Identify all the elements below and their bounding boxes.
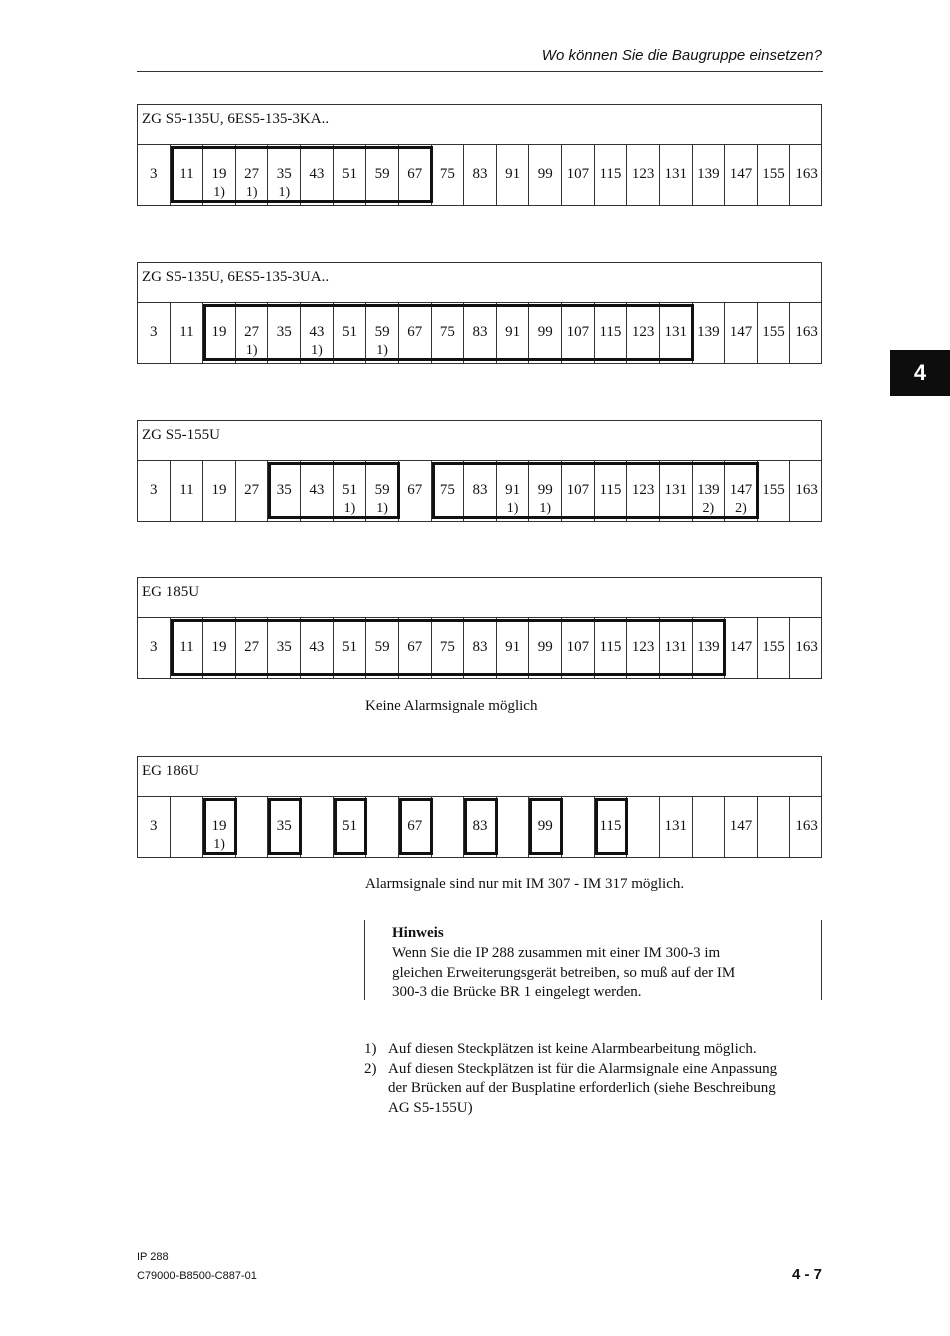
slot-number: 163 xyxy=(795,166,818,182)
slot-number: 147 xyxy=(729,166,753,182)
slot-number: 83 xyxy=(472,818,488,834)
slot-footnote-mark: 2) xyxy=(735,501,747,516)
hint-box xyxy=(364,920,822,1000)
slot-cell xyxy=(693,145,726,205)
slot-number: 99 xyxy=(537,482,553,498)
slot-number: 91 xyxy=(505,482,521,498)
slot-number: 51 xyxy=(342,324,357,340)
slot-number: 155 xyxy=(762,482,785,498)
slot-number: 43 xyxy=(309,639,325,655)
slot-footnote-mark: 1) xyxy=(376,501,388,516)
slot-number: 27 xyxy=(244,324,260,340)
slot-number: 11 xyxy=(179,324,194,340)
slot-cell xyxy=(725,303,758,363)
slot-cell xyxy=(790,461,823,521)
slot-number: 11 xyxy=(179,639,194,655)
usable-slot-frame xyxy=(268,462,399,519)
slot-number: 43 xyxy=(309,324,325,340)
slot-number: 35 xyxy=(276,639,292,655)
slot-number: 27 xyxy=(244,482,260,498)
slot-number: 83 xyxy=(472,166,488,182)
usable-slot-frame xyxy=(203,304,693,361)
slot-number: 27 xyxy=(244,166,260,182)
slot-number: 59 xyxy=(374,324,390,340)
slot-row xyxy=(138,145,821,205)
slot-cell xyxy=(725,797,758,857)
slot-cell xyxy=(660,145,693,205)
slot-number: 3 xyxy=(150,166,158,182)
slot-number: 91 xyxy=(505,639,521,655)
slot-row xyxy=(138,461,821,521)
slot-cell xyxy=(758,618,791,678)
slot-number: 139 xyxy=(697,166,720,182)
usable-slot-frame xyxy=(595,798,629,855)
slot-footnote-mark: 1) xyxy=(213,837,225,852)
slot-cell xyxy=(758,797,791,857)
slot-number: 35 xyxy=(276,818,292,834)
hint-line: gleichen Erweiterungsgerät betreiben, so muß auf der IM xyxy=(392,964,736,981)
footer-order-number: C79000-B8500-C887-01 xyxy=(137,1270,257,1282)
slot-cell xyxy=(171,461,204,521)
slot-number: 91 xyxy=(505,324,521,340)
rack-table-zg-135u-3ka xyxy=(137,104,822,206)
usable-slot-frame xyxy=(171,619,727,676)
slot-cell xyxy=(562,797,595,857)
slot-number: 147 xyxy=(729,639,753,655)
slot-number: 139 xyxy=(697,639,720,655)
footer-page-number: 4 - 7 xyxy=(791,1266,822,1283)
slot-number: 99 xyxy=(537,324,553,340)
slot-cell xyxy=(497,797,530,857)
slot-footnote-mark: 1) xyxy=(376,343,388,358)
slot-cell xyxy=(138,461,171,521)
slot-number: 59 xyxy=(374,166,390,182)
slot-number: 131 xyxy=(664,324,687,340)
slot-cell xyxy=(399,461,432,521)
slot-number: 51 xyxy=(342,166,357,182)
footnote-mark: 2) xyxy=(364,1060,377,1077)
footer-left xyxy=(137,1248,257,1286)
slot-cell xyxy=(758,145,791,205)
slot-number: 91 xyxy=(505,166,521,182)
slot-number: 115 xyxy=(599,482,622,498)
footnote-line: Auf diesen Steckplätzen ist für die Alarmsignale eine Anpassung xyxy=(388,1060,778,1077)
slot-number: 75 xyxy=(439,324,455,340)
footnotes xyxy=(364,1040,824,1118)
page-header-title: Wo können Sie die Baugruppe einsetzen? xyxy=(541,47,822,64)
slot-number: 99 xyxy=(537,639,553,655)
chapter-tab: 4 xyxy=(890,350,950,396)
footnote-line: AG S5-155U) xyxy=(388,1099,473,1116)
slot-number: 83 xyxy=(472,482,488,498)
slot-row xyxy=(138,618,821,678)
slot-number: 51 xyxy=(342,639,357,655)
slot-number: 3 xyxy=(150,818,158,834)
slot-number: 155 xyxy=(762,324,785,340)
slot-cell xyxy=(627,145,660,205)
rack-title: EG 185U xyxy=(138,578,821,618)
slot-number: 35 xyxy=(276,166,292,182)
slot-number: 19 xyxy=(211,639,227,655)
hint-title: Hinweis xyxy=(392,925,444,941)
slot-number: 35 xyxy=(276,324,292,340)
slot-number: 147 xyxy=(729,818,753,834)
slot-footnote-mark: 1) xyxy=(539,501,552,516)
slot-cell xyxy=(627,797,660,857)
slot-cell xyxy=(790,145,823,205)
footer-product: IP 288 xyxy=(137,1251,169,1263)
hint-line: Wenn Sie die IP 288 zusammen mit einer IM 300-3 im xyxy=(392,945,721,961)
slot-row xyxy=(138,797,821,857)
slot-number: 3 xyxy=(150,639,158,655)
slot-cell xyxy=(138,303,171,363)
slot-number: 115 xyxy=(599,166,622,182)
slot-number: 147 xyxy=(729,482,753,498)
footnote-line: der Brücken auf der Busplatine erforderlich (siehe Beschreibung xyxy=(388,1080,776,1096)
slot-number: 67 xyxy=(407,482,423,498)
usable-slot-frame xyxy=(399,798,433,855)
slot-number: 83 xyxy=(472,324,488,340)
caption-eg185: Keine Alarmsignale möglich xyxy=(365,698,538,714)
slot-cell xyxy=(725,145,758,205)
slot-number: 131 xyxy=(664,482,687,498)
slot-number: 51 xyxy=(342,482,357,498)
slot-cell xyxy=(236,461,269,521)
slot-cell xyxy=(758,461,791,521)
slot-cell xyxy=(562,145,595,205)
slot-number: 123 xyxy=(631,639,655,655)
rack-title: ZG S5-135U, 6ES5-135-3UA.. xyxy=(138,263,821,303)
slot-number: 131 xyxy=(664,639,687,655)
slot-number: 19 xyxy=(211,324,227,340)
slot-cell xyxy=(138,145,171,205)
slot-number: 43 xyxy=(309,166,325,182)
slot-number: 3 xyxy=(150,324,158,340)
slot-cell xyxy=(595,145,628,205)
slot-number: 163 xyxy=(795,324,818,340)
slot-cell xyxy=(693,797,726,857)
slot-number: 131 xyxy=(664,818,687,834)
slot-cell xyxy=(725,618,758,678)
slot-cell xyxy=(366,797,399,857)
footnote-line: Auf diesen Steckplätzen ist keine Alarmbearbeitung möglich. xyxy=(388,1041,757,1057)
rack-title: EG 186U xyxy=(138,757,821,797)
slot-number: 51 xyxy=(342,818,357,834)
slot-cell xyxy=(432,145,465,205)
slot-number: 155 xyxy=(762,639,785,655)
rack-table-eg-186u xyxy=(137,756,822,858)
slot-number: 59 xyxy=(374,639,390,655)
slot-number: 19 xyxy=(211,482,227,498)
slot-number: 139 xyxy=(697,482,720,498)
usable-slot-frame xyxy=(432,462,759,519)
footnote-mark: 1) xyxy=(364,1041,377,1057)
slot-number: 107 xyxy=(566,639,590,655)
usable-slot-frame xyxy=(268,798,302,855)
slot-cell xyxy=(790,618,823,678)
slot-number: 75 xyxy=(439,166,455,182)
slot-number: 35 xyxy=(276,482,292,498)
slot-number: 11 xyxy=(179,166,194,182)
rack-title: ZG S5-135U, 6ES5-135-3KA.. xyxy=(138,105,821,145)
slot-footnote-mark: 1) xyxy=(245,185,258,200)
slot-cell xyxy=(171,797,204,857)
slot-cell xyxy=(171,303,204,363)
slot-cell xyxy=(660,797,693,857)
slot-number: 3 xyxy=(150,482,158,498)
footnote-1 xyxy=(364,1040,824,1060)
slot-number: 131 xyxy=(664,166,687,182)
slot-footnote-mark: 1) xyxy=(343,501,356,516)
rack-table-zg-155u xyxy=(137,420,822,522)
slot-footnote-mark: 1) xyxy=(245,343,258,358)
slot-number: 163 xyxy=(795,639,818,655)
slot-number: 99 xyxy=(537,818,553,834)
slot-cell xyxy=(301,797,334,857)
slot-number: 67 xyxy=(407,166,423,182)
rack-title: ZG S5-155U xyxy=(138,421,821,461)
slot-number: 147 xyxy=(729,324,753,340)
slot-cell xyxy=(138,797,171,857)
slot-cell xyxy=(203,461,236,521)
slot-cell xyxy=(497,145,530,205)
usable-slot-frame xyxy=(203,798,237,855)
slot-cell xyxy=(432,797,465,857)
slot-number: 99 xyxy=(537,166,553,182)
slot-cell xyxy=(693,303,726,363)
slot-number: 139 xyxy=(697,324,720,340)
slot-cell xyxy=(529,145,562,205)
rack-table-eg-185u xyxy=(137,577,822,679)
slot-cell xyxy=(790,797,823,857)
slot-footnote-mark: 2) xyxy=(702,501,715,516)
slot-footnote-mark: 1) xyxy=(311,343,323,358)
usable-slot-frame xyxy=(464,798,498,855)
slot-number: 123 xyxy=(631,324,655,340)
slot-footnote-mark: 1) xyxy=(213,185,225,200)
slot-number: 19 xyxy=(211,166,227,182)
hint-line: 300-3 die Brücke BR 1 eingelegt werden. xyxy=(392,984,642,1000)
usable-slot-frame xyxy=(334,798,368,855)
footnote-2 xyxy=(364,1060,824,1119)
slot-cell xyxy=(758,303,791,363)
slot-number: 115 xyxy=(599,818,622,834)
slot-number: 115 xyxy=(599,324,622,340)
slot-number: 163 xyxy=(795,482,818,498)
usable-slot-frame xyxy=(529,798,563,855)
slot-number: 155 xyxy=(762,166,785,182)
slot-footnote-mark: 1) xyxy=(278,185,291,200)
slot-number: 163 xyxy=(795,818,818,834)
header-rule xyxy=(137,71,823,72)
slot-row xyxy=(138,303,821,363)
slot-number: 107 xyxy=(566,324,590,340)
slot-number: 19 xyxy=(211,818,227,834)
slot-number: 107 xyxy=(566,482,590,498)
slot-number: 83 xyxy=(472,639,488,655)
slot-number: 27 xyxy=(244,639,260,655)
caption-eg186: Alarmsignale sind nur mit IM 307 - IM 317 möglich. xyxy=(365,876,685,892)
slot-number: 59 xyxy=(374,482,390,498)
slot-cell xyxy=(464,145,497,205)
slot-number: 123 xyxy=(631,482,655,498)
slot-number: 67 xyxy=(407,639,423,655)
usable-slot-frame xyxy=(171,146,433,203)
slot-number: 11 xyxy=(179,482,194,498)
slot-number: 115 xyxy=(599,639,622,655)
slot-number: 75 xyxy=(439,482,455,498)
hint-body xyxy=(392,944,802,1003)
slot-cell xyxy=(790,303,823,363)
slot-number: 43 xyxy=(309,482,325,498)
slot-number: 67 xyxy=(407,324,423,340)
rack-table-zg-135u-3ua xyxy=(137,262,822,364)
slot-number: 75 xyxy=(439,639,455,655)
slot-number: 67 xyxy=(407,818,423,834)
slot-number: 123 xyxy=(631,166,655,182)
slot-cell xyxy=(236,797,269,857)
slot-cell xyxy=(138,618,171,678)
slot-number: 107 xyxy=(566,166,590,182)
slot-footnote-mark: 1) xyxy=(506,501,519,516)
